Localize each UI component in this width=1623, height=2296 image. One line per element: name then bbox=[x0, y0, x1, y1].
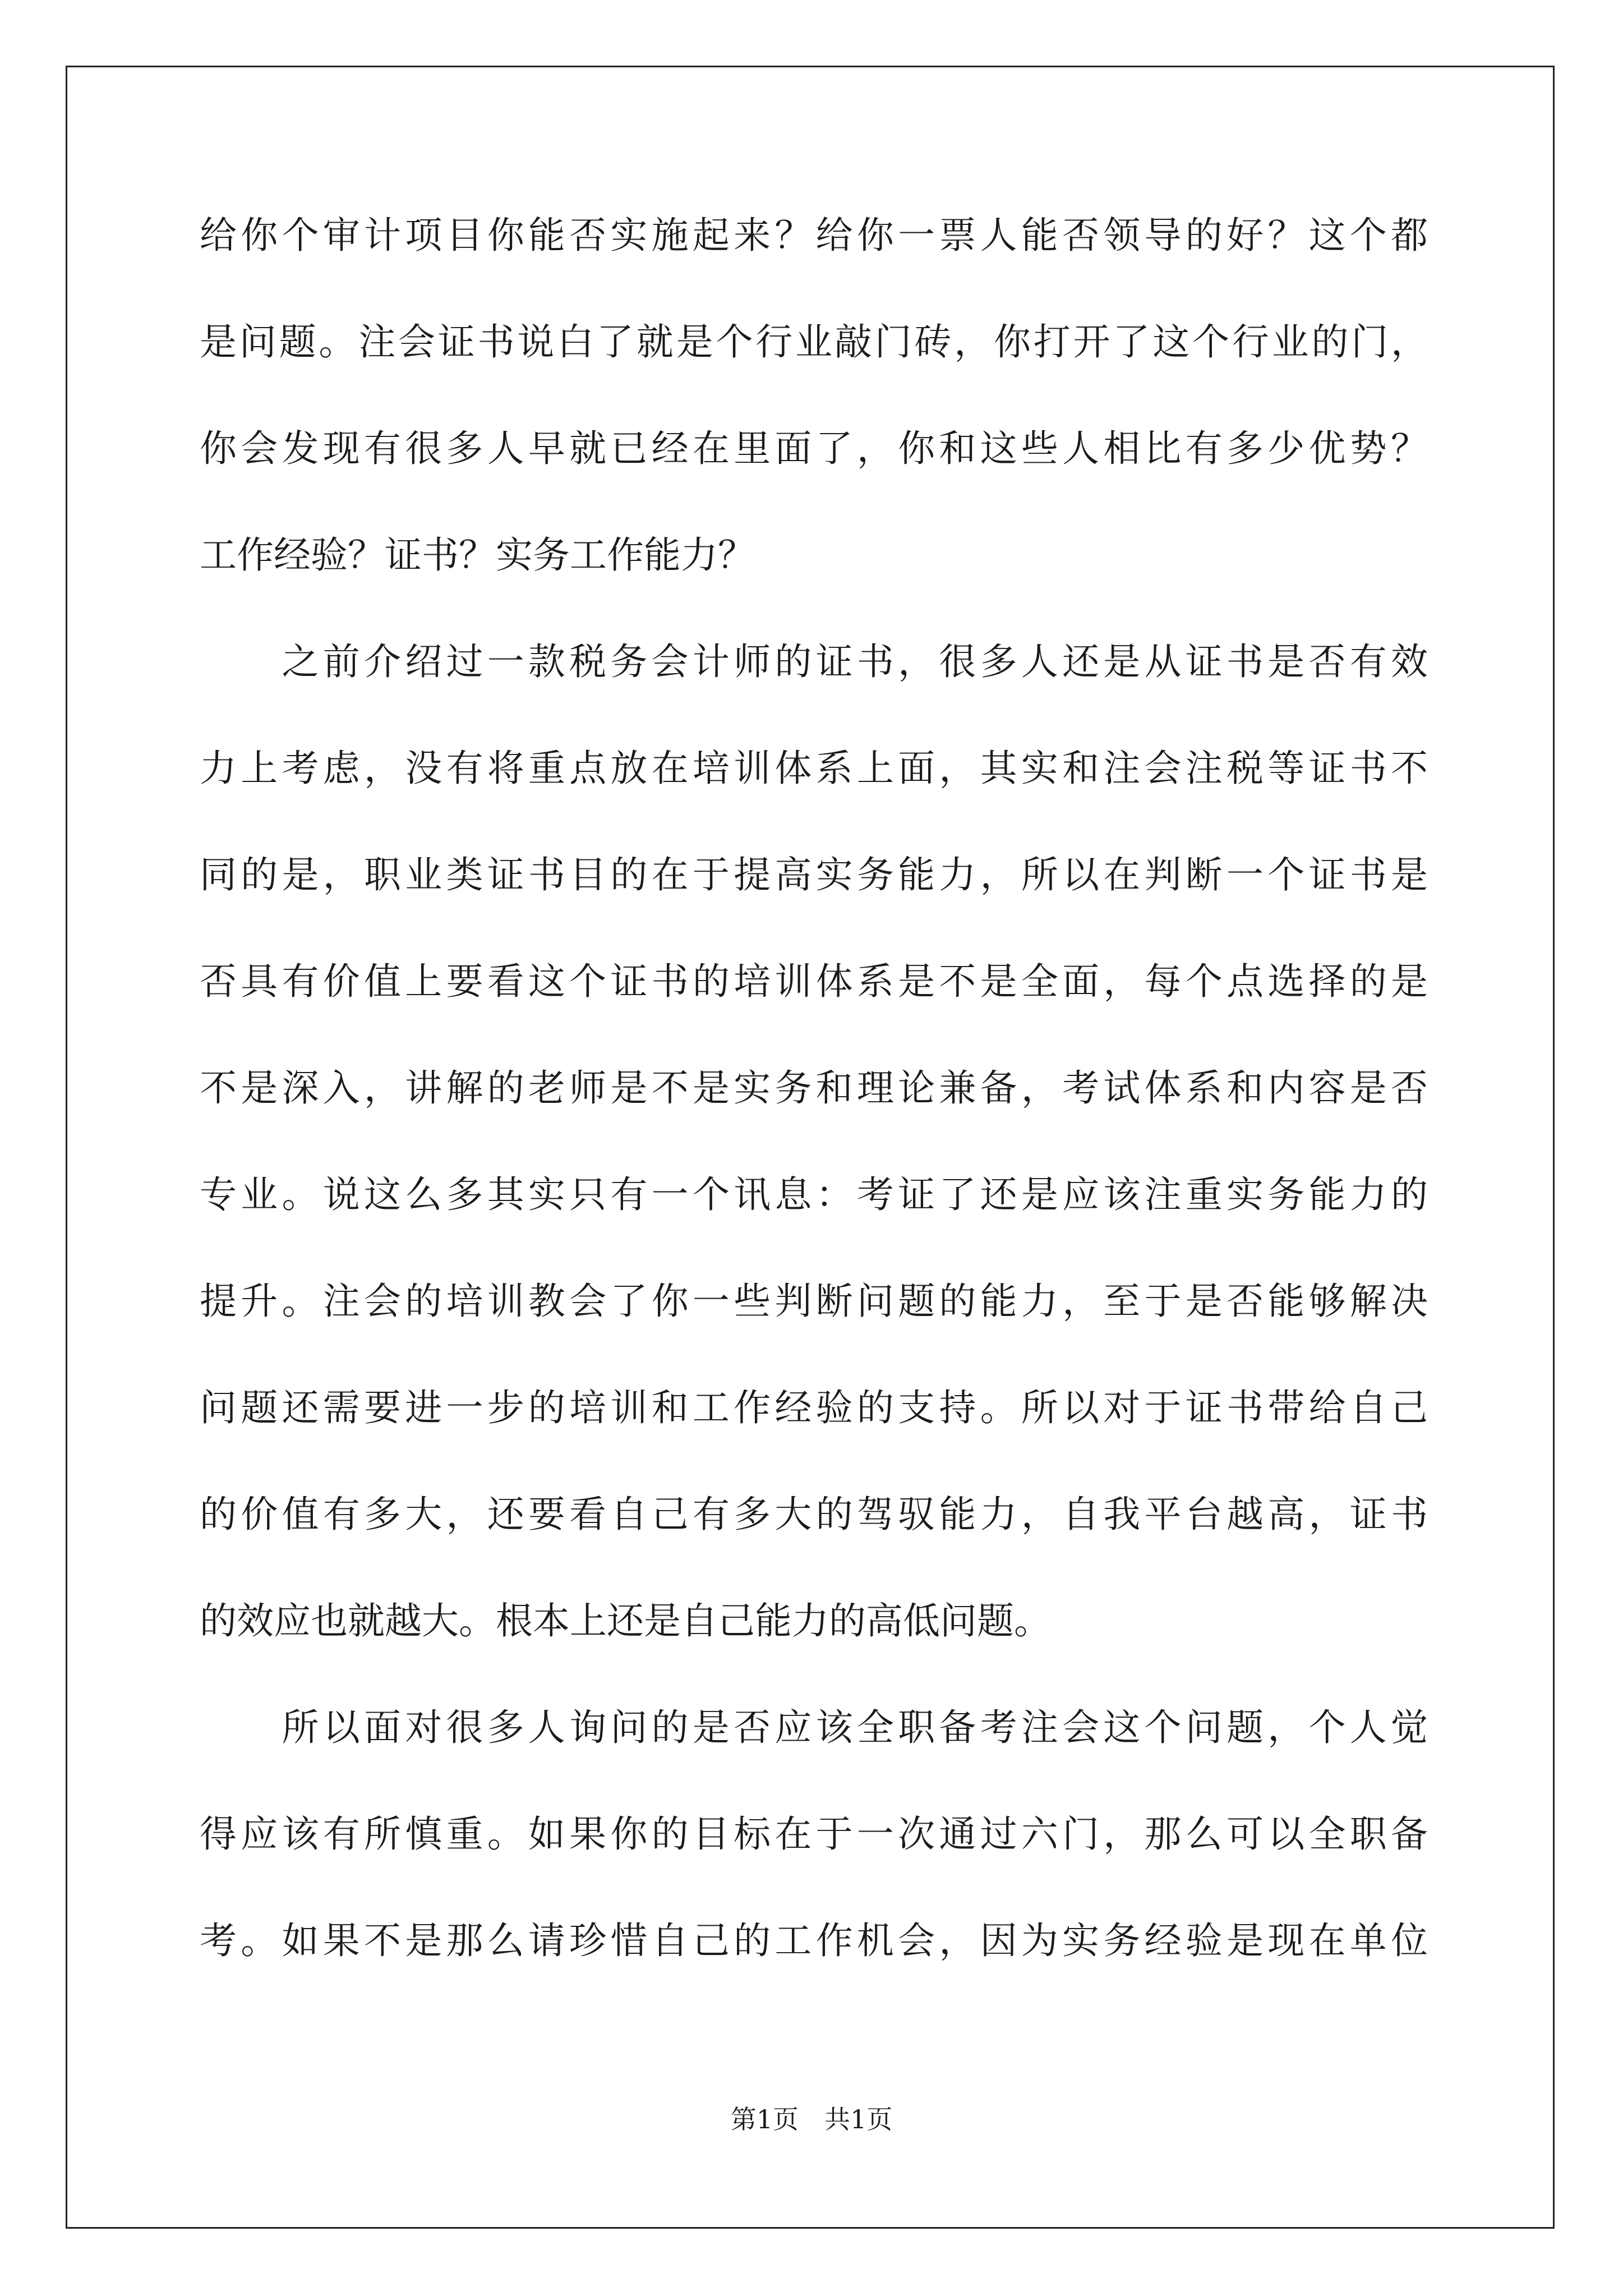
text-line: 是问题。注会证书说白了就是个行业敲门砖，你打开了这个行业的门， bbox=[200, 320, 1428, 364]
text-line: 提升。注会的培训教会了你一些判断问题的能力，至于是否能够解决 bbox=[200, 1280, 1428, 1323]
text-line: 得应该有所慎重。如果你的目标在于一次通过六门，那么可以全职备 bbox=[200, 1812, 1428, 1856]
text-line: 给你个审计项目你能否实施起来？给你一票人能否领导的好？这个都 bbox=[200, 214, 1428, 257]
text-line: 问题还需要进一步的培训和工作经验的支持。所以对于证书带给自己 bbox=[200, 1386, 1428, 1429]
text-line: 所以面对很多人询问的是否应该全职备考注会这个问题，个人觉 bbox=[200, 1706, 1428, 1749]
text-line: 专业。说这么多其实只有一个讯息：考证了还是应该注重实务能力的 bbox=[200, 1173, 1428, 1216]
text-line: 不是深入，讲解的老师是不是实务和理论兼备，考试体系和内容是否 bbox=[200, 1066, 1428, 1110]
text-line: 你会发现有很多人早就已经在里面了，你和这些人相比有多少优势？ bbox=[200, 427, 1428, 470]
page-footer: 第1页 共1页 bbox=[730, 2104, 893, 2134]
text-line: 否具有价值上要看这个证书的培训体系是不是全面，每个点选择的是 bbox=[200, 960, 1428, 1003]
text-line: 之前介绍过一款税务会计师的证书，很多人还是从证书是否有效 bbox=[200, 640, 1428, 683]
document-body bbox=[200, 209, 1428, 2021]
text-line: 的价值有多大，还要看自己有多大的驾驭能力，自我平台越高，证书 bbox=[200, 1493, 1428, 1536]
text-line: 考。如果不是那么请珍惜自己的工作机会，因为实务经验是现在单位 bbox=[200, 1919, 1428, 1962]
text-line: 力上考虑，没有将重点放在培训体系上面，其实和注会注税等证书不 bbox=[200, 747, 1428, 790]
text-line: 同的是，职业类证书目的在于提高实务能力，所以在判断一个证书是 bbox=[200, 853, 1428, 896]
text-line: 的效应也就越大。根本上还是自己能力的高低问题。 bbox=[200, 1599, 1051, 1642]
text-line: 工作经验？证书？实务工作能力？ bbox=[200, 533, 755, 577]
